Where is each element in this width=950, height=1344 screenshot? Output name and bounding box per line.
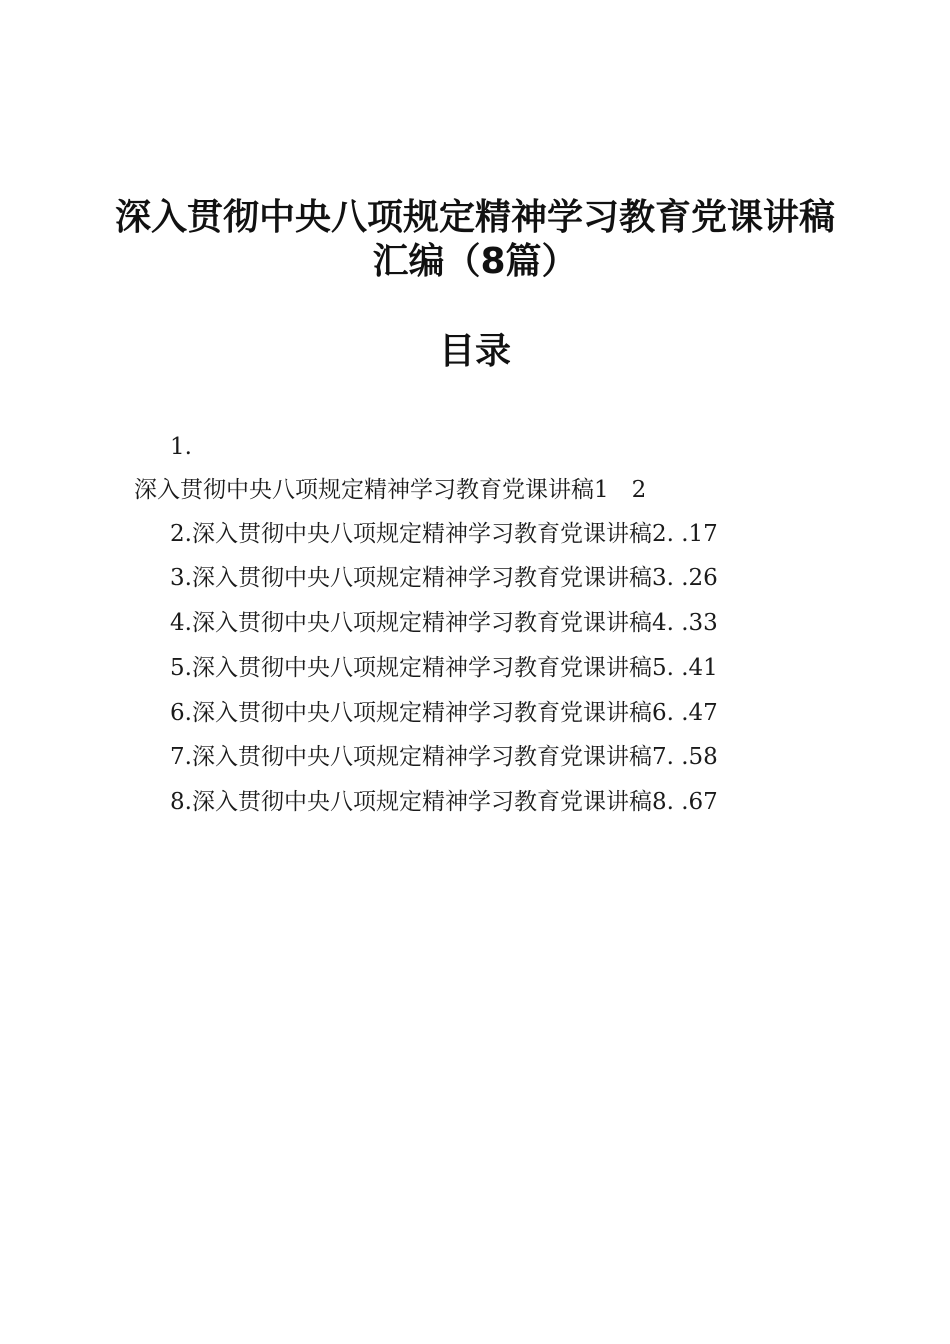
toc-item-3[interactable]: 3.深入贯彻中央八项规定精神学习教育党课讲稿3. .26 [170,565,718,591]
toc-heading: 目录 [438,331,511,372]
document-title-line-2: 汇编（8篇） [372,241,578,282]
document-title-line-1: 深入贯彻中央八项规定精神学习教育党课讲稿 [114,197,835,238]
toc-item-1-number[interactable]: 1. [170,434,192,460]
toc-item-7[interactable]: 7.深入贯彻中央八项规定精神学习教育党课讲稿7. .58 [170,744,718,770]
toc-item-2[interactable]: 2.深入贯彻中央八项规定精神学习教育党课讲稿2. .17 [170,521,718,547]
toc-item-4[interactable]: 4.深入贯彻中央八项规定精神学习教育党课讲稿4. .33 [170,610,718,636]
toc-item-5[interactable]: 5.深入贯彻中央八项规定精神学习教育党课讲稿5. .41 [170,655,718,681]
toc-item-6[interactable]: 6.深入贯彻中央八项规定精神学习教育党课讲稿6. .47 [170,700,718,726]
toc-item-1[interactable]: 深入贯彻中央八项规定精神学习教育党课讲稿1 2 [134,477,647,503]
toc-item-8[interactable]: 8.深入贯彻中央八项规定精神学习教育党课讲稿8. .67 [170,789,718,815]
